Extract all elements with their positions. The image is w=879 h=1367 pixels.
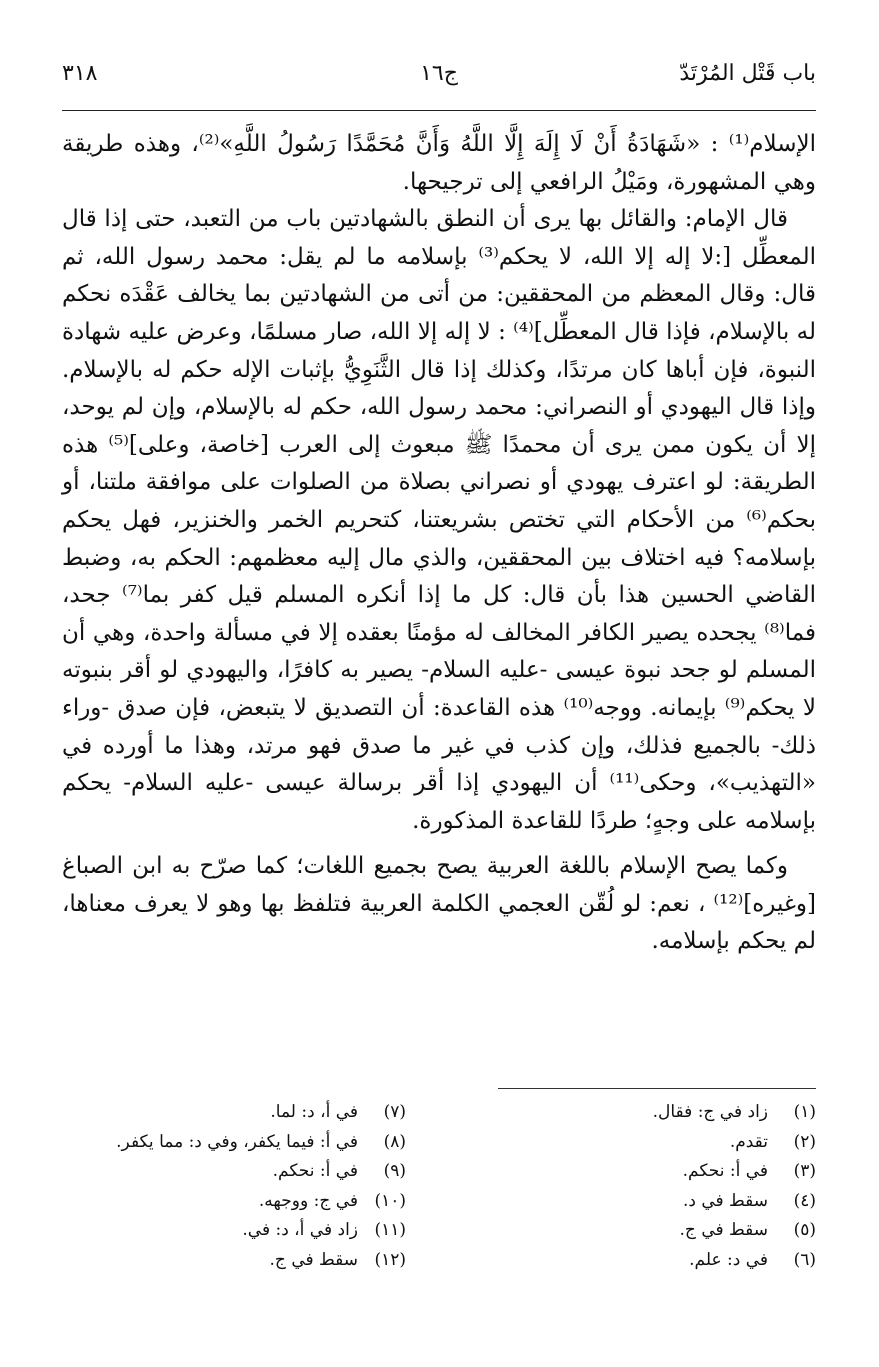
volume-label: ج١٦ bbox=[420, 61, 458, 86]
footnote bbox=[486, 1216, 816, 1246]
footnote bbox=[486, 1246, 816, 1276]
footnote-text: في أ: نحكم. bbox=[272, 1161, 358, 1181]
footnote-column-left bbox=[62, 1098, 406, 1275]
footnote-text: في ج: ووجهه. bbox=[258, 1190, 358, 1211]
page-number: ٣١٨ bbox=[62, 61, 98, 86]
footnote bbox=[62, 1216, 406, 1246]
footnote-text: في أ، د: لما. bbox=[270, 1102, 358, 1122]
footnote-number: (٥) bbox=[793, 1220, 816, 1240]
footnote-number: (١٢) bbox=[374, 1249, 406, 1270]
footnote-number: (٤) bbox=[793, 1190, 816, 1211]
footnote-number: (١١) bbox=[374, 1220, 406, 1240]
footnote-text: سقط في د. bbox=[682, 1190, 768, 1211]
footnote-column-right bbox=[486, 1098, 816, 1275]
footnote-number: (٢) bbox=[793, 1131, 816, 1152]
footnote-number: (٣) bbox=[793, 1161, 816, 1181]
main-text bbox=[62, 126, 816, 961]
paragraph: قال الإمام: والقائل بها يرى أن النطق بالشهادتين باب من التعبد، حتى إذا قال المعطِّل [:لا إله إلا الله، لا يحكم⁽³⁾ بإسلامه ما لم يقل: محمد رسول الله، ثم قال: وقال المعظم من المحققين: من أتى من الشهادتين بما يخالف عَقْدَه نحكم له بالإسلام، فإذا قال المعطِّل]⁽⁴⁾ : لا إله إلا الله، صار مسلمًا، وعرض عليه شهادة النبوة، فإن أباها كان مرتدًا، وكذلك إذا قال الثَّنَوِيُّ بإثبات الإله حكم له بالإسلام. وإذا قال اليهودي أو النصراني: محمد رسول الله، حكم له بالإسلام، وإن لم يوحد، إلا أن يكون ممن يرى أن محمدًا ﷺ مبعوث إلى العرب [خاصة، وعلى]⁽⁵⁾ هذه الطريقة: لو اعترف يهودي أو نصراني بصلاة من الصلوات على موافقة ملتنا، أو بحكم⁽⁶⁾ من الأحكام التي تختص بشريعتنا، كتحريم الخمر والخنزير، فهل يحكم بإسلامه؟ فيه اختلاف بين المحققين، والذي مال إليه معظمهم: الحكم به، وضبط القاضي الحسين هذا بأن قال: كل ما إذا أنكره المسلم قيل كفر بما⁽⁷⁾ جحد، فما⁽⁸⁾ يجحده يصير الكافر المخالف له مؤمنًا بعقده إلا في مسألة واحدة، وهي أن المسلم لو جحد نبوة عيسى -عليه السلام- يصير به كافرًا، واليهودي لو أقر بنبوته لا يحكم⁽⁹⁾ بإيمانه. ووجه⁽¹⁰⁾ هذه القاعدة: أن التصديق لا يتبعض، فإن صدق -وراء ذلك- بالجميع فذلك، وإن كذب في غير ما صدق فهو مرتد، وهذا ما أورده في «التهذيب»، وحكى⁽¹¹⁾ أن اليهودي إذا أقر برسالة عيسى -عليه السلام- يحكم بإسلامه على وجهٍ؛ طردًا للقاعدة المذكورة. bbox=[62, 206, 817, 834]
footnote-text: في أ: نحكم. bbox=[682, 1161, 768, 1181]
footnote-separator bbox=[498, 1088, 816, 1089]
footnote-text: سقط في ج. bbox=[679, 1220, 768, 1240]
running-header bbox=[62, 54, 816, 94]
footnote-number: (٦) bbox=[793, 1249, 816, 1270]
footnote bbox=[486, 1187, 816, 1217]
footnote bbox=[486, 1157, 816, 1187]
footnote-number: (٧) bbox=[383, 1102, 406, 1122]
footnotes bbox=[62, 1098, 816, 1298]
footnote-text: تقدم. bbox=[729, 1131, 768, 1152]
book-page bbox=[62, 54, 816, 1314]
footnote bbox=[62, 1128, 406, 1158]
paragraph: الإسلام⁽¹⁾ : «شَهَادَةُ أَنْ لَا إِلَهَ إِلَّا اللَّهُ وَأَنَّ مُحَمَّدًا رَسُولُ اللَّهِ»⁽²⁾، وهذه طريقة وهي المشهورة، ومَيْلُ الرافعي إلى ترجيحها. bbox=[62, 131, 816, 195]
footnote-text: في أ: فيما يكفر، وفي د: مما يكفر. bbox=[116, 1131, 358, 1152]
footnote-number: (١٠) bbox=[374, 1190, 406, 1211]
footnote-text: في د: علم. bbox=[689, 1249, 768, 1270]
footnote bbox=[486, 1128, 816, 1158]
footnote-number: (٨) bbox=[383, 1131, 406, 1152]
header-rule bbox=[62, 110, 816, 111]
paragraph: وكما يصح الإسلام باللغة العربية يصح بجميع اللغات؛ كما صرّح به ابن الصباغ [وغيره]⁽¹²⁾ ، نعم: لو لُقّن العجمي الكلمة العربية فتلفظ بها وهو لا يعرف معناها، لم يحكم بإسلامه. bbox=[62, 853, 816, 955]
footnote-number: (١) bbox=[793, 1102, 816, 1122]
footnote-text: زاد في ج: فقال. bbox=[652, 1102, 768, 1122]
chapter-title: باب قَتْل المُرْتَدّ bbox=[679, 61, 816, 86]
footnote bbox=[62, 1246, 406, 1276]
footnote bbox=[62, 1098, 406, 1128]
footnote bbox=[62, 1157, 406, 1187]
footnote-text: سقط في ج. bbox=[269, 1249, 358, 1270]
footnote-number: (٩) bbox=[383, 1161, 406, 1181]
footnote bbox=[62, 1187, 406, 1217]
footnote bbox=[486, 1098, 816, 1128]
footnote-text: زاد في أ، د: في. bbox=[242, 1220, 358, 1240]
